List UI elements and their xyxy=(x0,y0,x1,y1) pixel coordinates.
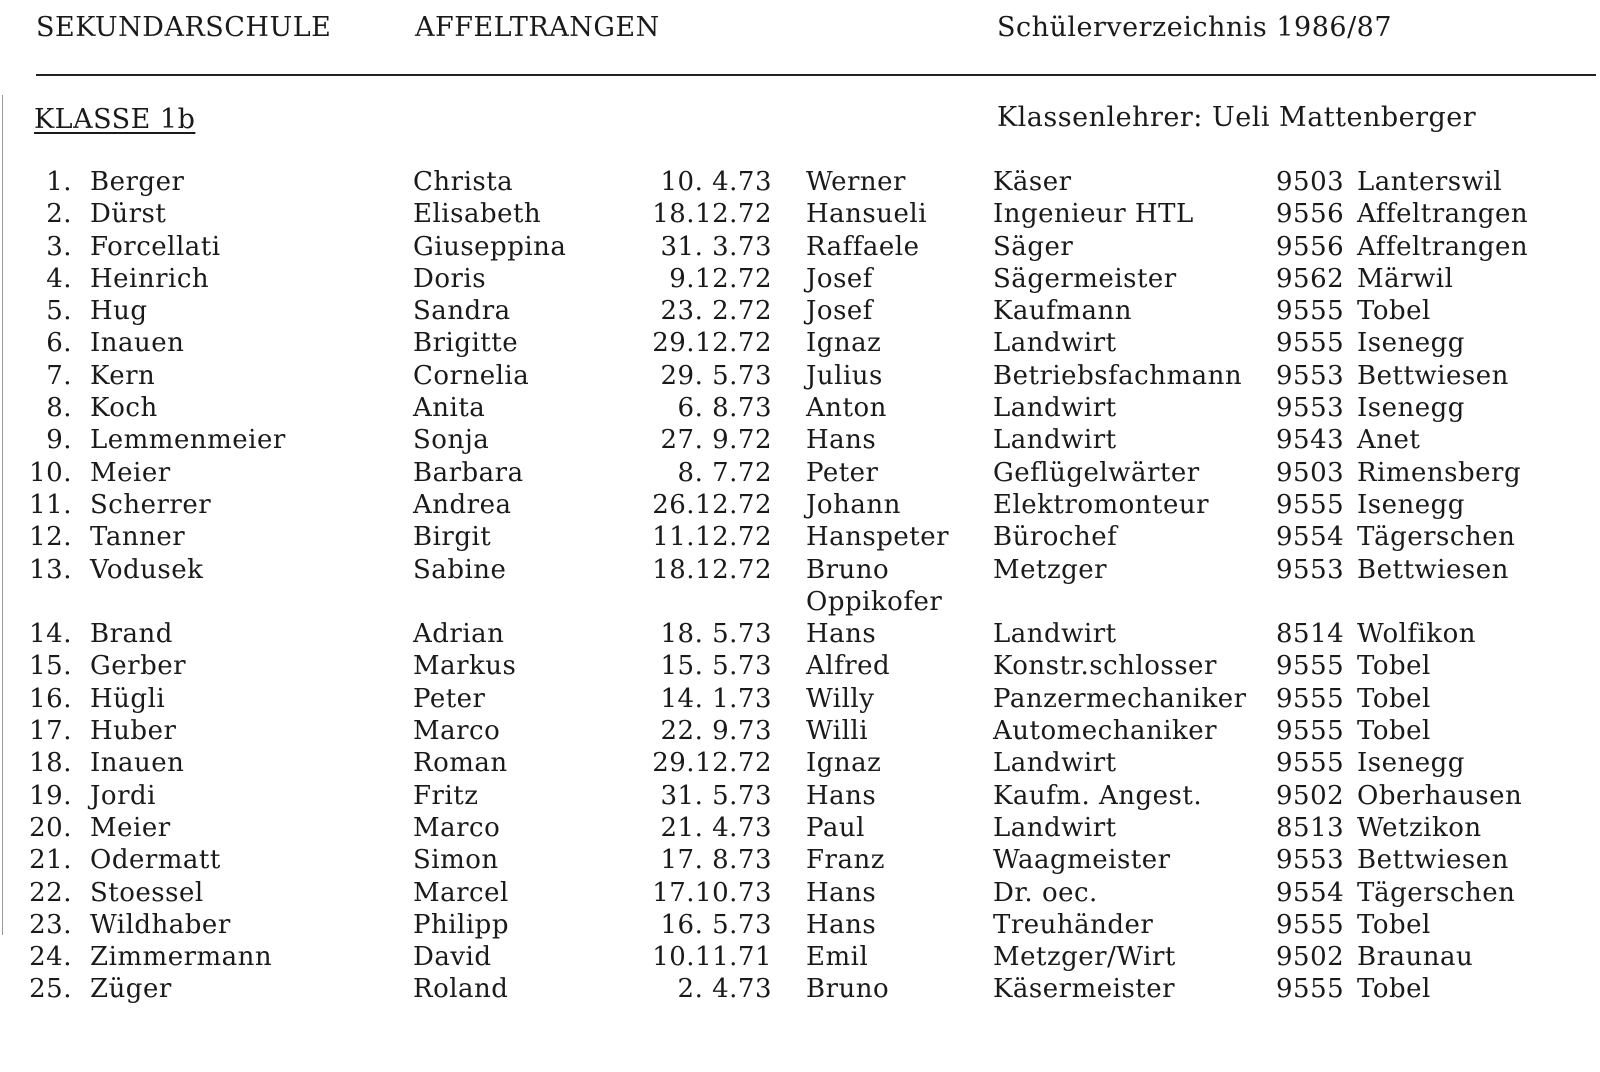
student-first-name: Marco xyxy=(413,716,501,747)
student-last-name: Heinrich xyxy=(90,263,210,294)
student-last-name: Hug xyxy=(90,296,148,327)
student-last-name: Tanner xyxy=(90,522,186,553)
student-last-name: Jordi xyxy=(90,780,156,811)
father-occupation: Landwirt xyxy=(993,393,1117,424)
student-first-name: Sonja xyxy=(413,425,490,456)
father-first-name: Ignaz xyxy=(806,328,882,359)
table-row xyxy=(0,327,1600,359)
father-first-name: Bruno xyxy=(806,554,890,585)
student-last-name: Kern xyxy=(90,360,156,391)
class-title: KLASSE 1b xyxy=(34,104,196,135)
father-occupation: Elektromonteur xyxy=(993,489,1210,520)
father-occupation: Landwirt xyxy=(993,328,1117,359)
father-first-name: Alfred xyxy=(806,651,891,682)
student-number: 4. xyxy=(46,263,72,294)
father-occupation: Säger xyxy=(993,231,1074,262)
student-last-name: Vodusek xyxy=(90,554,204,585)
father-first-name: Hans xyxy=(806,619,877,650)
student-number: 10. xyxy=(29,457,72,488)
father-first-name: Hans xyxy=(806,909,877,940)
postal-code: 8514 xyxy=(1276,619,1345,650)
student-birth-date: 29.12.72 xyxy=(652,328,772,359)
student-birth-date: 18.12.72 xyxy=(652,554,772,585)
student-number: 12. xyxy=(29,522,72,553)
student-number: 18. xyxy=(29,748,72,779)
town-name: Isenegg xyxy=(1357,489,1465,520)
student-birth-date: 23. 2.72 xyxy=(660,296,772,327)
father-first-name: Raffaele xyxy=(806,231,920,262)
town-name: Rimensberg xyxy=(1357,457,1522,488)
student-birth-date: 21. 4.73 xyxy=(660,812,772,843)
town-name: Märwil xyxy=(1357,263,1454,294)
town-name: Isenegg xyxy=(1357,328,1465,359)
student-last-name: Scherrer xyxy=(90,489,212,520)
town-name: Tägerschen xyxy=(1357,522,1516,553)
student-birth-date: 26.12.72 xyxy=(652,489,772,520)
town-name: Braunau xyxy=(1357,942,1474,973)
table-row xyxy=(0,263,1600,295)
father-first-name: Willi xyxy=(806,716,869,747)
postal-code: 9556 xyxy=(1276,231,1345,262)
student-number: 9. xyxy=(46,425,72,456)
student-last-name: Wildhaber xyxy=(90,909,231,940)
town-name: Isenegg xyxy=(1357,393,1465,424)
postal-code: 9555 xyxy=(1276,328,1345,359)
postal-code: 9543 xyxy=(1276,425,1345,456)
student-last-name: Züger xyxy=(90,974,172,1005)
town-name: Tobel xyxy=(1357,909,1431,940)
postal-code: 9555 xyxy=(1276,748,1345,779)
student-first-name: Christa xyxy=(413,167,514,197)
father-first-name: Peter xyxy=(806,457,879,488)
postal-code: 9553 xyxy=(1276,554,1345,585)
postal-code: 9502 xyxy=(1276,942,1345,973)
father-first-name: Willy xyxy=(806,683,875,714)
postal-code: 9553 xyxy=(1276,393,1345,424)
student-birth-date: 29. 5.73 xyxy=(660,360,772,391)
table-row xyxy=(0,457,1600,489)
student-last-name: Odermatt xyxy=(90,845,221,876)
father-first-name: Hans xyxy=(806,780,877,811)
town-name: Wetzikon xyxy=(1357,812,1482,843)
town-name: Bettwiesen xyxy=(1357,845,1509,876)
student-birth-date: 17.10.73 xyxy=(652,877,772,908)
student-first-name: Andrea xyxy=(413,489,512,520)
student-birth-date: 27. 9.72 xyxy=(660,425,772,456)
postal-code: 9503 xyxy=(1276,457,1345,488)
table-row xyxy=(0,618,1600,650)
father-occupation: Bürochef xyxy=(993,522,1118,553)
student-number: 13. xyxy=(29,554,72,585)
town-name: Anet xyxy=(1357,425,1421,456)
town-name: Tobel xyxy=(1357,683,1431,714)
student-last-name: Meier xyxy=(90,812,171,843)
student-birth-date: 22. 9.73 xyxy=(660,716,772,747)
table-row xyxy=(0,166,1600,198)
father-first-name: Hans xyxy=(806,877,877,908)
postal-code: 9556 xyxy=(1276,199,1345,230)
table-row xyxy=(0,812,1600,844)
table-row xyxy=(0,844,1600,876)
table-row xyxy=(0,198,1600,230)
student-birth-date: 10. 4.73 xyxy=(660,167,772,197)
table-row xyxy=(0,521,1600,553)
student-first-name: Marcel xyxy=(413,877,509,908)
table-row xyxy=(0,650,1600,682)
father-occupation: Landwirt xyxy=(993,812,1117,843)
table-row xyxy=(0,295,1600,327)
student-number: 17. xyxy=(29,716,72,747)
table-row xyxy=(0,941,1600,973)
student-last-name: Huber xyxy=(90,716,177,747)
table-row xyxy=(0,554,1600,586)
town-name: Affeltrangen xyxy=(1357,199,1529,230)
father-occupation: Kaufm. Angest. xyxy=(993,780,1203,811)
father-occupation: Dr. oec. xyxy=(993,877,1098,908)
postal-code: 8513 xyxy=(1276,812,1345,843)
postal-code: 9555 xyxy=(1276,909,1345,940)
student-number: 6. xyxy=(46,328,72,359)
student-birth-date: 31. 5.73 xyxy=(660,780,772,811)
postal-code: 9554 xyxy=(1276,877,1345,908)
table-row xyxy=(0,683,1600,715)
student-first-name: Philipp xyxy=(413,909,509,940)
father-occupation: Metzger/Wirt xyxy=(993,942,1176,973)
student-last-name: Stoessel xyxy=(90,877,204,908)
student-first-name: Sandra xyxy=(413,296,511,327)
postal-code: 9555 xyxy=(1276,683,1345,714)
student-last-name: Brand xyxy=(90,619,173,650)
father-first-name: Franz xyxy=(806,845,885,876)
father-occupation: Landwirt xyxy=(993,748,1117,779)
student-first-name: Fritz xyxy=(413,780,479,811)
postal-code: 9555 xyxy=(1276,974,1345,1005)
table-row xyxy=(0,392,1600,424)
student-first-name: Birgit xyxy=(413,522,492,553)
student-birth-date: 18.12.72 xyxy=(652,199,772,230)
father-first-name: Werner xyxy=(806,167,906,197)
postal-code: 9555 xyxy=(1276,489,1345,520)
student-number: 7. xyxy=(46,360,72,391)
town-name: Tobel xyxy=(1357,651,1431,682)
father-occupation: Treuhänder xyxy=(993,909,1154,940)
student-birth-date: 29.12.72 xyxy=(652,748,772,779)
student-first-name: David xyxy=(413,942,492,973)
father-occupation: Käser xyxy=(993,167,1072,197)
father-first-name: Hans xyxy=(806,425,877,456)
postal-code: 9553 xyxy=(1276,360,1345,391)
student-number: 23. xyxy=(29,909,72,940)
town-name: Bettwiesen xyxy=(1357,360,1509,391)
student-number: 5. xyxy=(46,296,72,327)
student-first-name: Barbara xyxy=(413,457,524,488)
student-first-name: Brigitte xyxy=(413,328,519,359)
table-row xyxy=(0,715,1600,747)
student-birth-date: 8. 7.72 xyxy=(677,457,772,488)
father-occupation: Ingenieur HTL xyxy=(993,199,1194,230)
student-first-name: Sabine xyxy=(413,554,507,585)
student-birth-date: 9.12.72 xyxy=(669,263,772,294)
postal-code: 9554 xyxy=(1276,522,1345,553)
father-occupation: Waagmeister xyxy=(993,845,1171,876)
town-name: Tobel xyxy=(1357,716,1431,747)
student-first-name: Roland xyxy=(413,974,509,1005)
school-name: SEKUNDARSCHULE xyxy=(36,12,332,43)
student-first-name: Elisabeth xyxy=(413,199,542,230)
header-rule xyxy=(36,74,1596,76)
postal-code: 9553 xyxy=(1276,845,1345,876)
student-birth-date: 15. 5.73 xyxy=(660,651,772,682)
father-first-name: Julius xyxy=(806,360,883,391)
student-birth-date: 10.11.71 xyxy=(652,942,772,973)
father-first-name: Josef xyxy=(806,296,873,327)
student-last-name: Zimmermann xyxy=(90,942,273,973)
father-occupation: Landwirt xyxy=(993,425,1117,456)
town-name: Lanterswil xyxy=(1357,167,1503,197)
student-number: 1. xyxy=(46,167,72,197)
student-birth-date: 31. 3.73 xyxy=(660,231,772,262)
student-number: 19. xyxy=(29,780,72,811)
student-roster xyxy=(0,166,1600,1006)
table-row xyxy=(0,489,1600,521)
table-row xyxy=(0,877,1600,909)
student-last-name: Lemmenmeier xyxy=(90,425,286,456)
student-last-name: Forcellati xyxy=(90,231,221,262)
father-occupation: Panzermechaniker xyxy=(993,683,1247,714)
student-first-name: Peter xyxy=(413,683,486,714)
town-name: Tobel xyxy=(1357,296,1431,327)
student-first-name: Roman xyxy=(413,748,508,779)
student-birth-date: 16. 5.73 xyxy=(660,909,772,940)
town-name: Oberhausen xyxy=(1357,780,1523,811)
class-teacher: Klassenlehrer: Ueli Mattenberger xyxy=(997,102,1477,133)
student-number: 21. xyxy=(29,845,72,876)
student-number: 15. xyxy=(29,651,72,682)
postal-code: 9555 xyxy=(1276,716,1345,747)
student-birth-date: 14. 1.73 xyxy=(660,683,772,714)
student-number: 25. xyxy=(29,974,72,1005)
table-row xyxy=(0,780,1600,812)
father-occupation: Landwirt xyxy=(993,619,1117,650)
student-birth-date: 2. 4.73 xyxy=(677,974,772,1005)
father-occupation: Sägermeister xyxy=(993,263,1177,294)
postal-code: 9555 xyxy=(1276,651,1345,682)
table-row xyxy=(0,973,1600,1005)
father-occupation: Metzger xyxy=(993,554,1108,585)
table-row xyxy=(0,909,1600,941)
father-first-name: Bruno xyxy=(806,974,890,1005)
student-first-name: Giuseppina xyxy=(413,231,567,262)
postal-code: 9503 xyxy=(1276,167,1345,197)
postal-code: 9555 xyxy=(1276,296,1345,327)
table-row xyxy=(0,231,1600,263)
student-number: 8. xyxy=(46,393,72,424)
student-first-name: Markus xyxy=(413,651,517,682)
student-first-name: Doris xyxy=(413,263,487,294)
student-last-name: Inauen xyxy=(90,748,185,779)
student-first-name: Adrian xyxy=(413,619,505,650)
student-number: 14. xyxy=(29,619,72,650)
student-number: 2. xyxy=(46,199,72,230)
student-first-name: Anita xyxy=(413,393,486,424)
student-last-name: Berger xyxy=(90,167,185,197)
student-birth-date: 17. 8.73 xyxy=(660,845,772,876)
student-last-name: Hügli xyxy=(90,683,166,714)
document-title: Schülerverzeichnis 1986/87 xyxy=(997,12,1393,43)
student-last-name: Dürst xyxy=(90,199,167,230)
table-row xyxy=(0,360,1600,392)
student-first-name: Marco xyxy=(413,812,501,843)
table-row xyxy=(0,747,1600,779)
town-name: Tägerschen xyxy=(1357,877,1516,908)
school-location: AFFELTRANGEN xyxy=(415,12,660,43)
student-first-name: Cornelia xyxy=(413,360,530,391)
father-occupation: Geflügelwärter xyxy=(993,457,1200,488)
student-first-name: Simon xyxy=(413,845,499,876)
student-birth-date: 6. 8.73 xyxy=(677,393,772,424)
father-first-name: Josef xyxy=(806,263,873,294)
father-first-name: Johann xyxy=(806,489,901,520)
student-birth-date: 11.12.72 xyxy=(652,522,772,553)
teacher-note-row xyxy=(0,586,1600,618)
father-occupation: Käsermeister xyxy=(993,974,1176,1005)
father-first-name: Paul xyxy=(806,812,865,843)
table-row xyxy=(0,424,1600,456)
father-first-name: Hansueli xyxy=(806,199,928,230)
student-last-name: Meier xyxy=(90,457,171,488)
student-number: 24. xyxy=(29,942,72,973)
town-name: Wolfikon xyxy=(1357,619,1477,650)
student-number: 16. xyxy=(29,683,72,714)
father-first-name: Ignaz xyxy=(806,748,882,779)
student-number: 22. xyxy=(29,877,72,908)
student-number: 20. xyxy=(29,812,72,843)
student-number: 11. xyxy=(29,489,72,520)
student-last-name: Koch xyxy=(90,393,158,424)
father-occupation: Konstr.schlosser xyxy=(993,651,1217,682)
postal-code: 9502 xyxy=(1276,780,1345,811)
student-number: 3. xyxy=(46,231,72,262)
note-text: Oppikofer xyxy=(806,586,943,617)
student-birth-date: 18. 5.73 xyxy=(660,619,772,650)
student-last-name: Inauen xyxy=(90,328,185,359)
town-name: Bettwiesen xyxy=(1357,554,1509,585)
father-occupation: Automechaniker xyxy=(993,716,1218,747)
father-first-name: Anton xyxy=(806,393,887,424)
town-name: Isenegg xyxy=(1357,748,1465,779)
father-occupation: Kaufmann xyxy=(993,296,1132,327)
father-first-name: Emil xyxy=(806,942,869,973)
town-name: Tobel xyxy=(1357,974,1431,1005)
father-occupation: Betriebsfachmann xyxy=(993,360,1243,391)
town-name: Affeltrangen xyxy=(1357,231,1529,262)
postal-code: 9562 xyxy=(1276,263,1345,294)
father-first-name: Hanspeter xyxy=(806,522,950,553)
student-last-name: Gerber xyxy=(90,651,187,682)
